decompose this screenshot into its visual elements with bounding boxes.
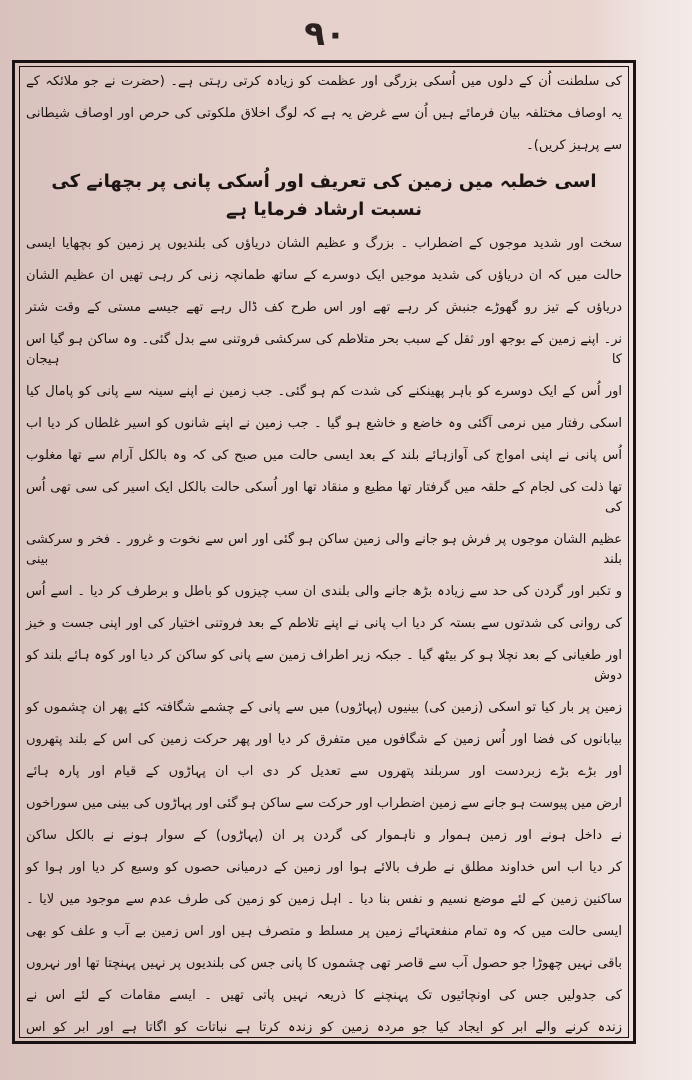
text-line: کی روانی کی شدتوں سے بستہ کر دیا اب پانی نے اپنے تلاطم کے بعد فروتنی اختیار کی اور اپنی جست و خیز <box>26 616 622 631</box>
text-line: اور اُس کے ایک دوسرے کو باہر پھینکنے کی شدت کم ہو گئی۔ جب زمین نے اپنے سینہ سے پانی کو پامال کیا <box>26 384 622 399</box>
text-line: اُس پانی نے اپنی امواج کی آوازہائے بلند کے بعد ایسی حالت میں صبح کی کہ وہ بالکل آرام سے تھا مغلوب <box>26 448 622 463</box>
text-line: تھا ذلت کی لجام کے حلقہ میں گرفتار تھا مطیع و منقاد تھا اور اُسکی حالت بالکل ایک اسیر کی سی تھی اُس کی <box>26 480 622 515</box>
text-line: اور بڑے بڑے زبردست اور سربلند پتھروں سے تعدیل کر دی اب ان پہاڑوں کے قیام اور پارہ ہائے <box>26 764 622 779</box>
text-line: نر۔ اپنے زمین کے بوجھ اور ثقل کے سبب بحر متلاطم کی سرکشی فروتنی سے بدل گئی۔ وہ ساکن ہو گیا اس کا ہیجان <box>26 332 622 367</box>
text-line: اسکی رفتار میں نرمی آگئی وہ خاضع و خاشع ہو گیا ۔ جب زمین نے اپنے شانوں کو اسیر غلطاں کر دیا اب <box>26 416 622 431</box>
text-line: کی سلطنت اُن کے دلوں میں اُسکی بزرگی اور عظمت کو زیادہ کرتی رہتی ہے۔ (حضرت نے جو ملائکہ کے <box>26 74 622 89</box>
section-heading: اسی خطبہ میں زمین کی تعریف اور اُسکی پانی پر بچھانے کی نسبت ارشاد فرمایا ہے <box>51 171 597 220</box>
text-line: زندہ کرنے والے ابر کو ایجاد کیا جو مردہ زمین کو زندہ کرتا ہے نباتات کو اگاتا ہے اور ابر کو اس <box>26 1020 622 1035</box>
text-line: ایسی حالت میں کہ وہ تمام منفعتہائے زمین پر مسلط و متصرف ہیں اور اس زمین بے آب و علف کو بھی <box>26 924 622 939</box>
text-line: کر دیا اب اس خداوند مطلق نے طرف بالائے ہوا اور زمین کے درمیانی حصوں کو وسیع کر دیا اور ہوا کو <box>26 860 622 875</box>
text-line: نے داخل ہونے اور زمین ہموار و ناہموار کی گردن پر ان (پہاڑوں) کے سوار ہونے نے بالکل ساکن <box>26 828 622 843</box>
text-line: ارض میں پیوست ہو جانے سے زمین اضطراب اور حرکت سے ساکن ہو گئی اور پہاڑوں کی بینی میں سوراخوں <box>26 796 622 811</box>
body-text <box>26 234 622 1038</box>
page-text <box>26 72 622 1050</box>
text-line: سے پرہیز کریں)۔ <box>526 138 622 153</box>
text-line: سخت اور شدید موجوں کے اضطراب ۔ بزرگ و عظیم الشان دریاؤں کی بلندیوں پر زمین کو بچھایا ایسی <box>26 236 622 251</box>
text-line: کی جدولیں جس کی اونچائیوں تک پہنچنے کا ذریعہ نہیں پاتی تھیں ۔ ایسے مقامات کے لئے اس نے <box>26 988 622 1003</box>
text-line: حالت میں کہ ان دریاؤں کی شدید موجیں ایک دوسرے کے ساتھ طمانچہ زنی کر رہی تھیں ان عظیم الشان <box>26 268 622 283</box>
page-number: ۹۰ <box>304 14 346 54</box>
text-line: بیابانوں کی فضا اور اُس زمین کے شگافوں میں متفرق کر دیا اور پھر حرکت زمین کی اس کے بلند پتھروں <box>26 732 622 747</box>
text-line: عظیم الشان موجوں پر فرش ہو جانے والی زمین ساکن ہو گئی اور اس سے نخوت و غرور ۔ فخر و سرکشی بلند بینی <box>26 532 622 567</box>
text-line: یہ اوصاف مختلفہ بیان فرمائے ہیں اُن سے غرض یہ ہے کہ لوگ اخلاق ملکوتی کی حرص اور اوصاف شیطانی <box>26 106 622 121</box>
text-line: باقی نہیں چھوڑا جو حصول آب سے قاصر تھی چشموں کا پانی جس کی بلندیوں پر نہیں پہنچتا تھا اور نہروں <box>26 956 622 971</box>
text-line: دریاؤں کے تیز رو گھوڑے جنبش کر رہے تھے اور اس طرح کف ڈال رہے تھے جیسے مستی کے وقت شتر <box>26 300 622 315</box>
text-line: و تکبر اور گردن کی حد سے زیادہ بڑھ جانے والی بلندی ان سب چیزوں کو باطل و برطرف کر دیا ۔ اسے اُس <box>26 584 622 599</box>
text-line: زمین پر بار کیا تو اسکی (زمین کی) بینیوں (پہاڑوں) میں سے پانی کے چشمے شگافتہ کئے پھر ان چشموں کو <box>26 700 622 715</box>
text-line: اور طغیانی کے بعد نچلا ہو کر بیٹھ گیا ۔ جبکہ زیر اطراف زمین سے پانی کو ساکن کر دیا اور کوہ ہائے بلند کو دوش <box>26 648 622 683</box>
text-line: ساکنین زمین کے لئے موضع نسیم و نفس بنا دیا ۔ اہل زمین کو زمین کی طرف عدم سے موجود میں لایا ۔ <box>26 892 622 907</box>
